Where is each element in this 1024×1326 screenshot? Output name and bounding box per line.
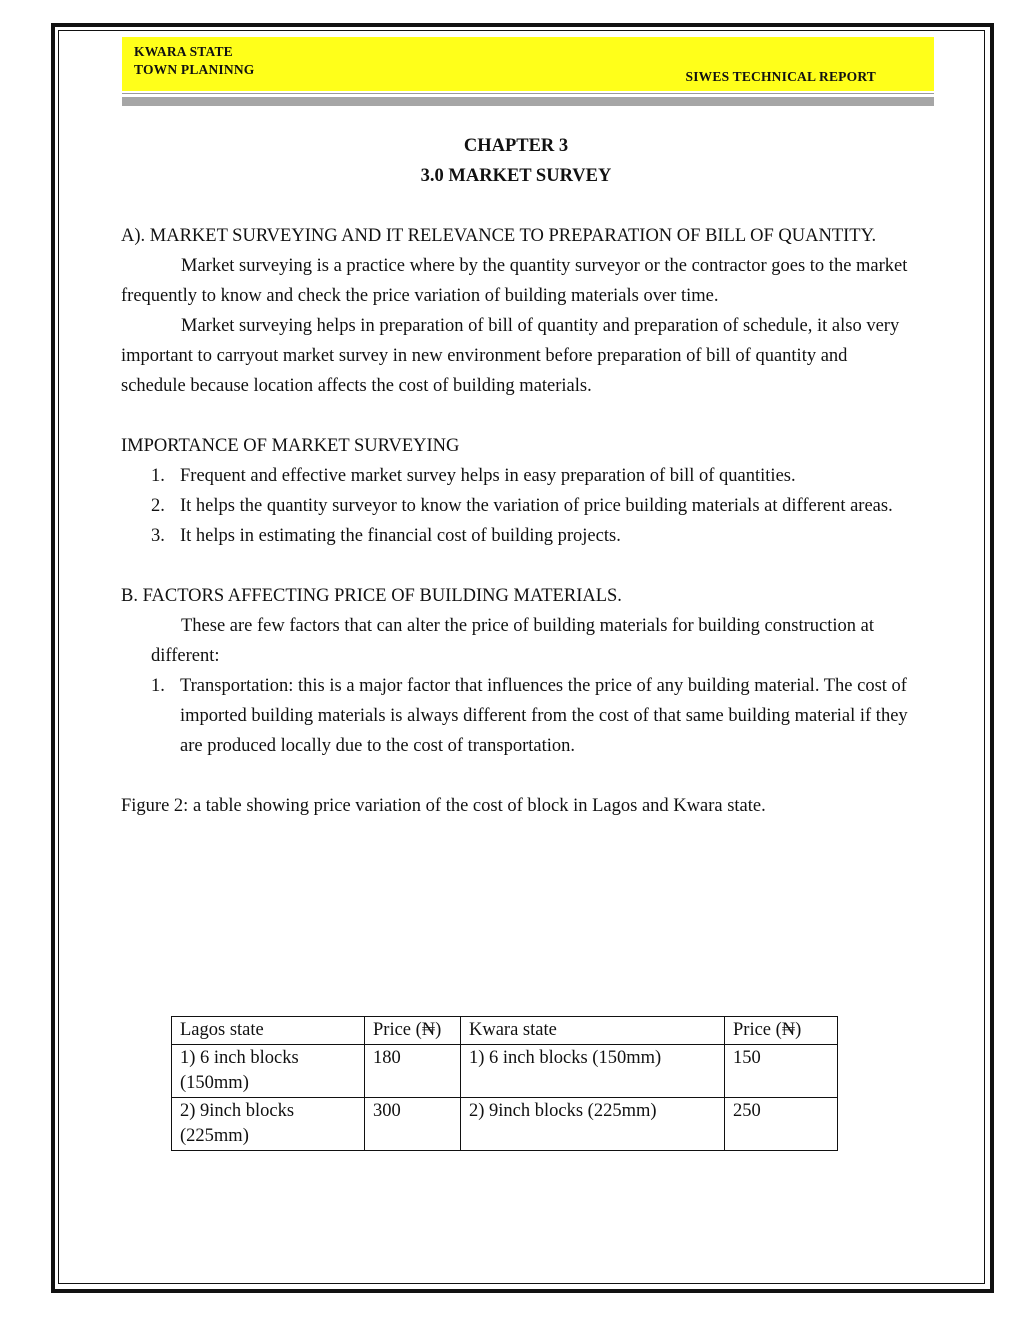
chapter-title: 3.0 MARKET SURVEY [420, 166, 612, 186]
header-org-line2: TOWN PLANINNG [134, 62, 255, 77]
report-header-band [122, 37, 934, 91]
list-item-number: 1. [151, 676, 165, 696]
chapter-number: CHAPTER 3 [463, 136, 569, 156]
section-a-heading: A). MARKET SURVEYING AND IT RELEVANCE TO PREPARATION OF BILL OF QUANTITY. [121, 226, 877, 246]
section-a-paragraph-1: Market surveying is a practice where by the quantity surveyor or the contractor goes to the market frequently to know and check the price variation of building materials over time. [121, 256, 908, 306]
list-item [121, 461, 911, 491]
list-item-text: It helps in estimating the financial cost of building projects. [180, 526, 621, 546]
list-item-number: 3. [151, 526, 165, 546]
section-b-intro-wrap [121, 611, 911, 671]
header-organization [134, 43, 255, 79]
table-header-cell: Kwara state [461, 1017, 725, 1045]
table-header-cell: Price (₦) [725, 1017, 838, 1045]
list-item [121, 491, 911, 521]
list-item-text: Transportation: this is a major factor that influences the price of any building material. The cost of imported building materials is always different from the cost of that same building material if they are produced locally due to the cost of transportation. [180, 676, 908, 756]
table-row [172, 1098, 838, 1151]
section-b-heading: B. FACTORS AFFECTING PRICE OF BUILDING MATERIALS. [121, 586, 622, 606]
table-cell: 1) 6 inch blocks (150mm) [461, 1045, 725, 1098]
list-item-text: Frequent and effective market survey helps in easy preparation of bill of quantities. [180, 466, 796, 486]
figure-caption: Figure 2: a table showing price variation of the cost of block in Lagos and Kwara state. [121, 796, 766, 816]
table-cell: 150 [725, 1045, 838, 1098]
table-cell: 250 [725, 1098, 838, 1151]
table-cell: 180 [365, 1045, 461, 1098]
importance-list [121, 461, 911, 551]
list-item-number: 2. [151, 496, 165, 516]
factors-list [121, 671, 911, 761]
header-report-title: SIWES TECHNICAL REPORT [685, 69, 876, 84]
section-a-paragraph-2: Market surveying helps in preparation of bill of quantity and preparation of schedule, it also very important to carryout market survey in new environment before preparation of bill of quantity and schedule because location affects the cost of building materials. [121, 316, 900, 396]
list-item-text: It helps the quantity surveyor to know the variation of price building materials at different areas. [180, 496, 893, 516]
section-b-intro: These are few factors that can alter the price of building materials for building construction at different: [151, 616, 874, 666]
table-cell: 300 [365, 1098, 461, 1151]
list-item [121, 521, 911, 551]
list-item-number: 1. [151, 466, 165, 486]
table-cell: 1) 6 inch blocks (150mm) [172, 1045, 365, 1098]
table-header-row [172, 1017, 838, 1045]
table-header-cell: Lagos state [172, 1017, 365, 1045]
table-header-cell: Price (₦) [365, 1017, 461, 1045]
table-row [172, 1045, 838, 1098]
header-divider-thick [122, 97, 934, 106]
header-org-line1: KWARA STATE [134, 44, 233, 59]
price-variation-table [171, 1016, 838, 1151]
list-item [121, 671, 911, 761]
importance-heading: IMPORTANCE OF MARKET SURVEYING [121, 436, 460, 456]
table-cell: 2) 9inch blocks (225mm) [172, 1098, 365, 1151]
table-cell: 2) 9inch blocks (225mm) [461, 1098, 725, 1151]
page-content [121, 131, 911, 821]
header-divider-thin [122, 93, 934, 94]
